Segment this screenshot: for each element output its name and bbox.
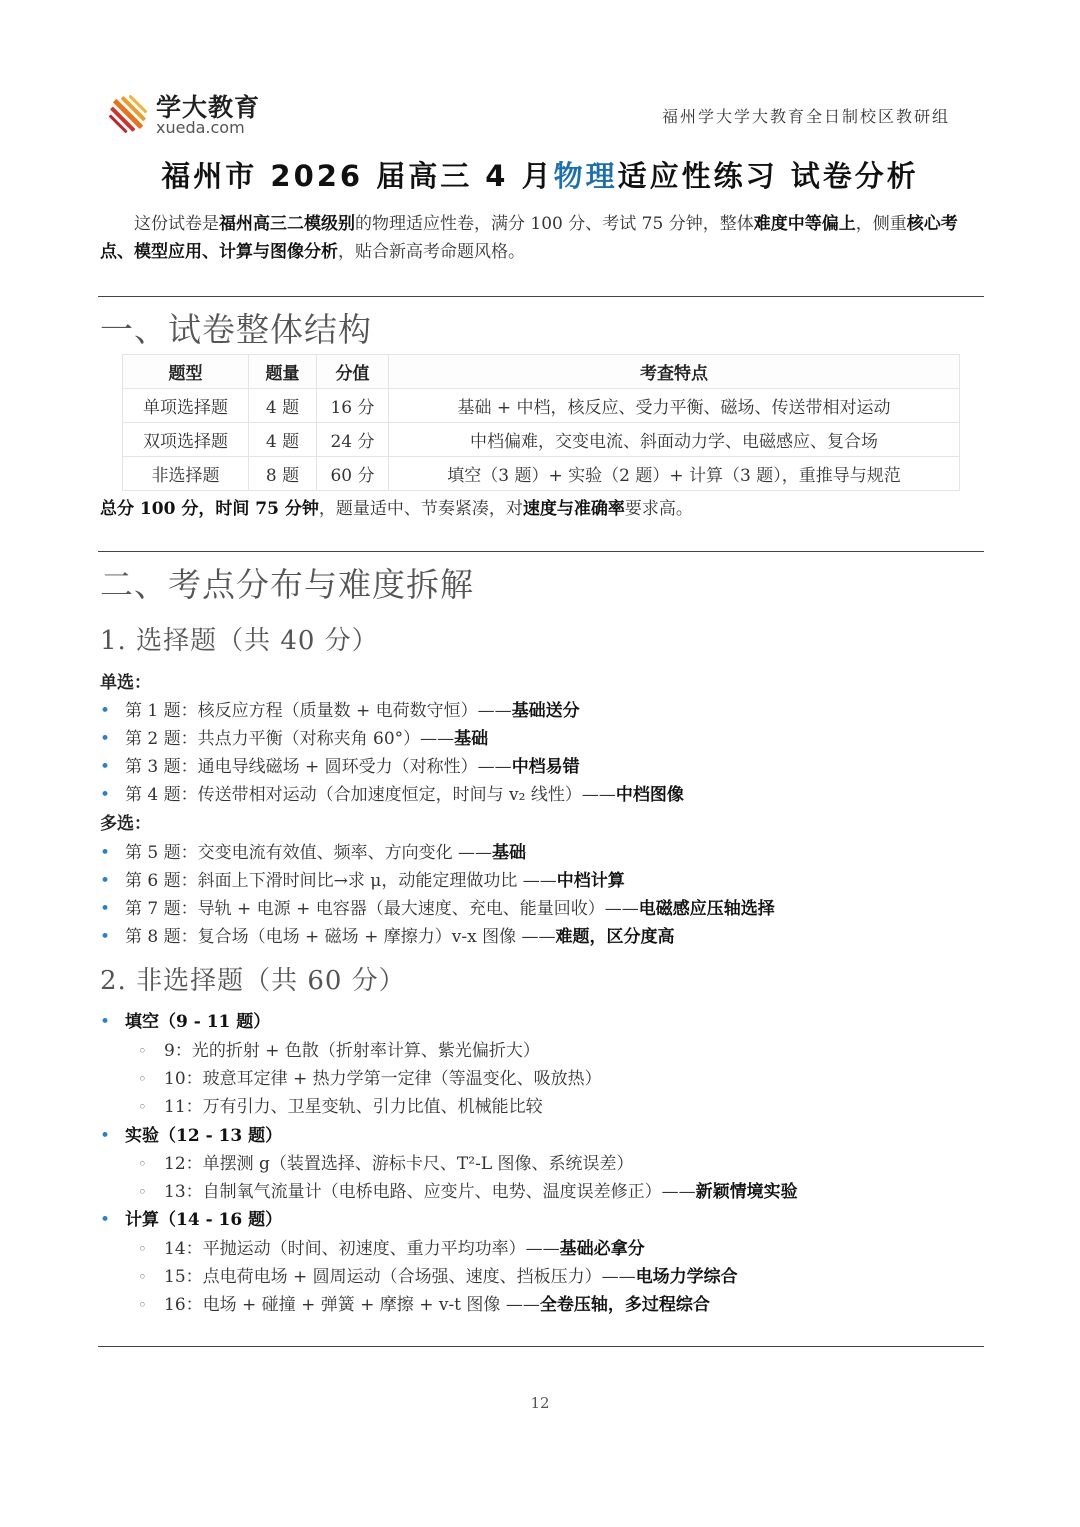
item-rating: 中档计算	[556, 871, 625, 891]
table-header-row	[123, 355, 960, 389]
item-text: 复合场（电场 + 磁场 + 摩擦力）v-x 图像 ——	[197, 927, 556, 947]
page-number: 12	[530, 1394, 550, 1412]
list-item	[100, 752, 1000, 777]
group-label	[100, 1007, 1000, 1032]
section-heading: 一、试卷整体结构	[100, 310, 372, 349]
table-header-cell: 题量	[249, 355, 317, 389]
item-text: 9：光的折射 + 色散（折射率计算、紫光偏折大）	[164, 1041, 540, 1061]
circle-bullet-icon: ◦	[138, 1296, 147, 1314]
item-number: 第 6 题：	[125, 871, 198, 891]
group-label	[100, 1205, 1000, 1230]
list-item	[100, 724, 1000, 749]
table-header-cell: 考查特点	[389, 355, 960, 389]
item-text: 导轨 + 电源 + 电容器（最大速度、充电、能量回收）——	[197, 899, 639, 919]
item-number: 第 2 题：	[125, 729, 198, 749]
item-rating: 基础	[492, 843, 527, 863]
table-cell: 16 分	[317, 389, 389, 423]
intro-text: 的物理适应性卷，满分 100 分、考试 75 分钟，整体	[355, 214, 754, 234]
table-row	[123, 389, 960, 423]
item-text: 共点力平衡（对称夹角 60°）——	[197, 729, 455, 749]
divider	[98, 551, 984, 552]
item-number: 第 3 题：	[125, 757, 198, 777]
item-text: 交变电流有效值、频率、方向变化 ——	[197, 843, 493, 863]
title-post: 适应性练习 试卷分析	[617, 159, 919, 193]
list-item	[100, 696, 1000, 721]
bullet-icon: •	[100, 871, 111, 891]
list-item	[100, 838, 1000, 863]
structure-table	[122, 354, 960, 491]
bullet-icon: •	[100, 729, 111, 749]
intro-bold: 难度中等偏上	[753, 214, 856, 234]
table-header-cell: 题型	[123, 355, 249, 389]
item-text: 11：万有引力、卫星变轨、引力比值、机械能比较	[164, 1097, 543, 1117]
table-cell: 24 分	[317, 423, 389, 457]
bullet-icon: •	[100, 899, 111, 919]
list-item	[100, 922, 1000, 947]
item-rating: 中档图像	[615, 785, 684, 805]
table-header-cell: 分值	[317, 355, 389, 389]
table-row	[123, 423, 960, 457]
item-rating: 全卷压轴，多过程综合	[539, 1295, 710, 1315]
list-item	[100, 780, 1000, 805]
item-number: 第 8 题：	[125, 927, 198, 947]
sub-list-item	[138, 1064, 1008, 1089]
item-rating: 基础	[454, 729, 489, 749]
sub-list-item	[138, 1234, 1008, 1259]
sub-list-item	[138, 1177, 1008, 1202]
section-heading: 二、考点分布与难度拆解	[100, 565, 474, 604]
sub-list-item	[138, 1092, 1008, 1117]
circle-bullet-icon: ◦	[138, 1183, 147, 1201]
item-text: 斜面上下滑时间比→求 μ，动能定理做功比 ——	[197, 871, 557, 891]
bullet-icon: •	[100, 785, 111, 805]
item-text: 12：单摆测 g（装置选择、游标卡尺、T²-L 图像、系统误差）	[164, 1154, 634, 1174]
multi-choice-label: 多选：	[100, 814, 151, 834]
item-text: 10：玻意耳定律 + 热力学第一定律（等温变化、吸放热）	[164, 1069, 602, 1089]
intro-bold: 核心考点、模型应用、计算与图像分析	[100, 214, 958, 262]
table-cell: 填空（3 题）+ 实验（2 题）+ 计算（3 题），重推导与规范	[389, 457, 960, 491]
xueda-logo	[100, 86, 300, 142]
list-item	[100, 866, 1000, 891]
bullet-icon: •	[100, 1012, 111, 1032]
table-cell: 双项选择题	[123, 423, 249, 457]
table-cell: 4 题	[249, 423, 317, 457]
totals-bold: 总分 100 分，时间 75 分钟	[100, 499, 319, 519]
divider	[98, 1346, 984, 1347]
item-text: 14：平抛运动（时间、初速度、重力平均功率）——	[164, 1239, 560, 1259]
subsection-heading: 2. 非选择题（共 60 分）	[100, 966, 406, 996]
group-label	[100, 1121, 1000, 1146]
item-number: 第 7 题：	[125, 899, 198, 919]
item-text: 通电导线磁场 + 圆环受力（对称性）——	[197, 757, 512, 777]
item-rating: 基础必拿分	[559, 1239, 645, 1259]
xueda-logo-icon	[102, 90, 152, 140]
bullet-icon: •	[100, 1210, 111, 1230]
table-cell: 4 题	[249, 389, 317, 423]
title-highlight: 物理	[553, 159, 618, 193]
table-cell: 非选择题	[123, 457, 249, 491]
divider	[98, 296, 984, 297]
sub-list-item	[138, 1149, 1008, 1174]
item-text: 16：电场 + 碰撞 + 弹簧 + 摩擦 + v-t 图像 ——	[164, 1295, 540, 1315]
circle-bullet-icon: ◦	[138, 1240, 147, 1258]
logo-text-en: xueda.com	[156, 118, 245, 137]
bullet-icon: •	[100, 701, 111, 721]
intro-text: ，侧重	[855, 214, 907, 234]
table-cell: 基础 + 中档，核反应、受力平衡、磁场、传送带相对运动	[389, 389, 960, 423]
item-number: 第 5 题：	[125, 843, 198, 863]
table-cell: 中档偏难，交变电流、斜面动力学、电磁感应、复合场	[389, 423, 960, 457]
circle-bullet-icon: ◦	[138, 1098, 147, 1116]
item-rating: 基础送分	[511, 701, 580, 721]
group-label-text: 实验（12 - 13 题）	[125, 1126, 283, 1146]
group-label-text: 填空（9 - 11 题）	[125, 1012, 271, 1032]
circle-bullet-icon: ◦	[138, 1070, 147, 1088]
item-rating: 中档易错	[511, 757, 580, 777]
organization-label: 福州学大学大教育全日制校区教研组	[661, 107, 950, 126]
bullet-icon: •	[100, 927, 111, 947]
item-rating: 电场力学综合	[635, 1267, 738, 1287]
totals-line	[100, 494, 693, 519]
page-header	[100, 86, 950, 142]
intro-text: ，贴合新高考命题风格。	[338, 242, 525, 262]
table-row	[123, 457, 960, 491]
logo-text-cn: 学大教育	[156, 93, 261, 122]
item-rating: 难题，区分度高	[555, 927, 675, 947]
item-number: 第 4 题：	[125, 785, 198, 805]
item-rating: 新颖情境实验	[695, 1182, 798, 1202]
totals-text: 要求高。	[624, 499, 693, 519]
bullet-icon: •	[100, 757, 111, 777]
item-text: 13：自制氧气流量计（电桥电路、应变片、电势、温度误差修正）——	[164, 1182, 696, 1202]
intro-paragraph	[100, 210, 985, 266]
circle-bullet-icon: ◦	[138, 1268, 147, 1286]
item-rating: 电磁感应压轴选择	[638, 899, 775, 919]
single-choice-label: 单选：	[100, 673, 151, 693]
sub-list-item	[138, 1290, 1008, 1315]
item-text: 传送带相对运动（合加速度恒定，时间与 v₂ 线性）——	[197, 785, 616, 805]
list-item	[100, 894, 1000, 919]
sub-list-item	[138, 1262, 1008, 1287]
intro-text: 这份试卷是	[134, 214, 219, 234]
document-title	[0, 154, 1080, 195]
intro-bold: 福州高三二模级别	[219, 214, 355, 234]
subsection-heading: 1. 选择题（共 40 分）	[100, 626, 379, 656]
table-cell: 单项选择题	[123, 389, 249, 423]
circle-bullet-icon: ◦	[138, 1042, 147, 1060]
title-pre: 福州市 2026 届高三 4 月	[161, 159, 554, 193]
bullet-icon: •	[100, 843, 111, 863]
item-text: 15：点电荷电场 + 圆周运动（合场强、速度、挡板压力）——	[164, 1267, 636, 1287]
totals-text: ，题量适中、节奏紧凑，对	[318, 499, 523, 519]
totals-bold: 速度与准确率	[522, 499, 625, 519]
circle-bullet-icon: ◦	[138, 1155, 147, 1173]
sub-list-item	[138, 1036, 1008, 1061]
table-cell: 60 分	[317, 457, 389, 491]
bullet-icon: •	[100, 1126, 111, 1146]
table-cell: 8 题	[249, 457, 317, 491]
item-text: 核反应方程（质量数 + 电荷数守恒）——	[197, 701, 512, 721]
item-number: 第 1 题：	[125, 701, 198, 721]
group-label-text: 计算（14 - 16 题）	[125, 1210, 283, 1230]
